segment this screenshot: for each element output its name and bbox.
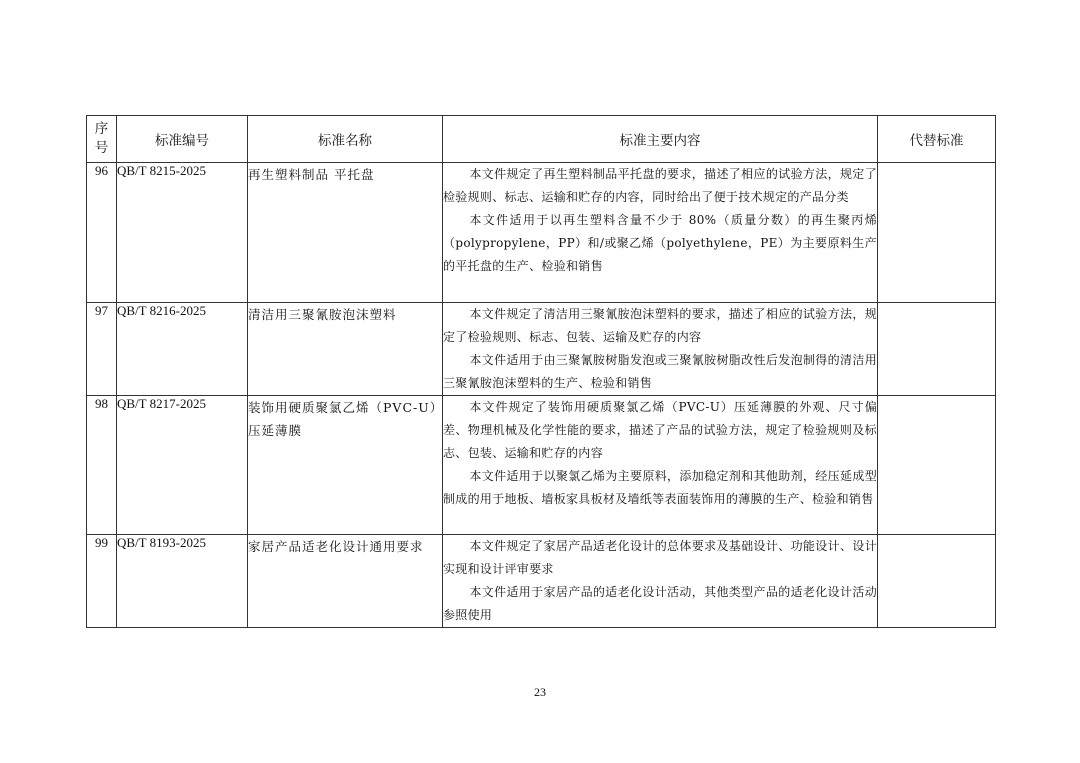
row-number: 99 [87, 535, 117, 628]
header-standard-name: 标准名称 [248, 116, 443, 163]
replaced-standard [878, 535, 996, 628]
table-header-row [87, 116, 996, 163]
content-paragraph: 本文件规定了家居产品适老化设计的总体要求及基础设计、功能设计、设计实现和设计评审要求 [443, 539, 877, 576]
standard-code: QB/T 8217-2025 [117, 396, 248, 535]
content-paragraph: 本文件适用于以聚氯乙烯为主要原料，添加稳定剂和其他助剂，经压延成型制成的用于地板、墙板家具板材及墙纸等表面装饰用的薄膜的生产、检验和销售 [443, 469, 877, 506]
content-paragraph: 本文件规定了装饰用硬质聚氯乙烯（PVC-U）压延薄膜的外观、尺寸偏差、物理机械及化学性能的要求，描述了产品的试验方法，规定了检验规则及标志、包装、运输和贮存的内容 [443, 400, 877, 460]
content-paragraph: 本文件适用于以再生塑料含量不少于 80%（质量分数）的再生聚丙烯（polypropylene，PP）和/或聚乙烯（polyethylene，PE）为主要原料生产的平托盘的生产、检验和销售 [443, 213, 877, 273]
row-number: 96 [87, 163, 117, 303]
standard-name: 装饰用硬质聚氯乙烯（PVC-U）压延薄膜 [248, 396, 443, 535]
table-row [87, 535, 996, 628]
header-standard-code: 标准编号 [117, 116, 248, 163]
replaced-standard [878, 163, 996, 303]
content-paragraph: 本文件规定了清洁用三聚氰胺泡沫塑料的要求，描述了相应的试验方法，规定了检验规则、标志、包装、运输及贮存的内容 [443, 307, 877, 344]
standards-table [86, 115, 996, 628]
table-row [87, 396, 996, 535]
standard-content [443, 535, 878, 628]
standard-code: QB/T 8193-2025 [117, 535, 248, 628]
table-row [87, 303, 996, 396]
replaced-standard [878, 396, 996, 535]
content-paragraph: 本文件适用于由三聚氰胺树脂发泡或三聚氰胺树脂改性后发泡制得的清洁用三聚氰胺泡沫塑料的生产、检验和销售 [443, 353, 877, 390]
replaced-standard [878, 303, 996, 396]
header-main-content: 标准主要内容 [443, 116, 878, 163]
standard-name: 清洁用三聚氰胺泡沫塑料 [248, 303, 443, 396]
content-paragraph: 本文件规定了再生塑料制品平托盘的要求，描述了相应的试验方法，规定了检验规则、标志、运输和贮存的内容，同时给出了便于技术规定的产品分类 [443, 167, 877, 204]
header-serial-number [87, 116, 117, 163]
header-serial-line1: 序 [94, 121, 109, 137]
standard-code: QB/T 8216-2025 [117, 303, 248, 396]
standard-name: 家居产品适老化设计通用要求 [248, 535, 443, 628]
standard-content [443, 163, 878, 303]
standard-content [443, 396, 878, 535]
page-number: 23 [534, 685, 546, 699]
header-replaced-standard: 代替标准 [878, 116, 996, 163]
row-number: 97 [87, 303, 117, 396]
table-row [87, 163, 996, 303]
row-number: 98 [87, 396, 117, 535]
standard-content [443, 303, 878, 396]
standard-name: 再生塑料制品 平托盘 [248, 163, 443, 303]
header-serial-line2: 号 [94, 140, 109, 156]
standard-code: QB/T 8215-2025 [117, 163, 248, 303]
content-paragraph: 本文件适用于家居产品的适老化设计活动，其他类型产品的适老化设计活动参照使用 [443, 585, 877, 622]
